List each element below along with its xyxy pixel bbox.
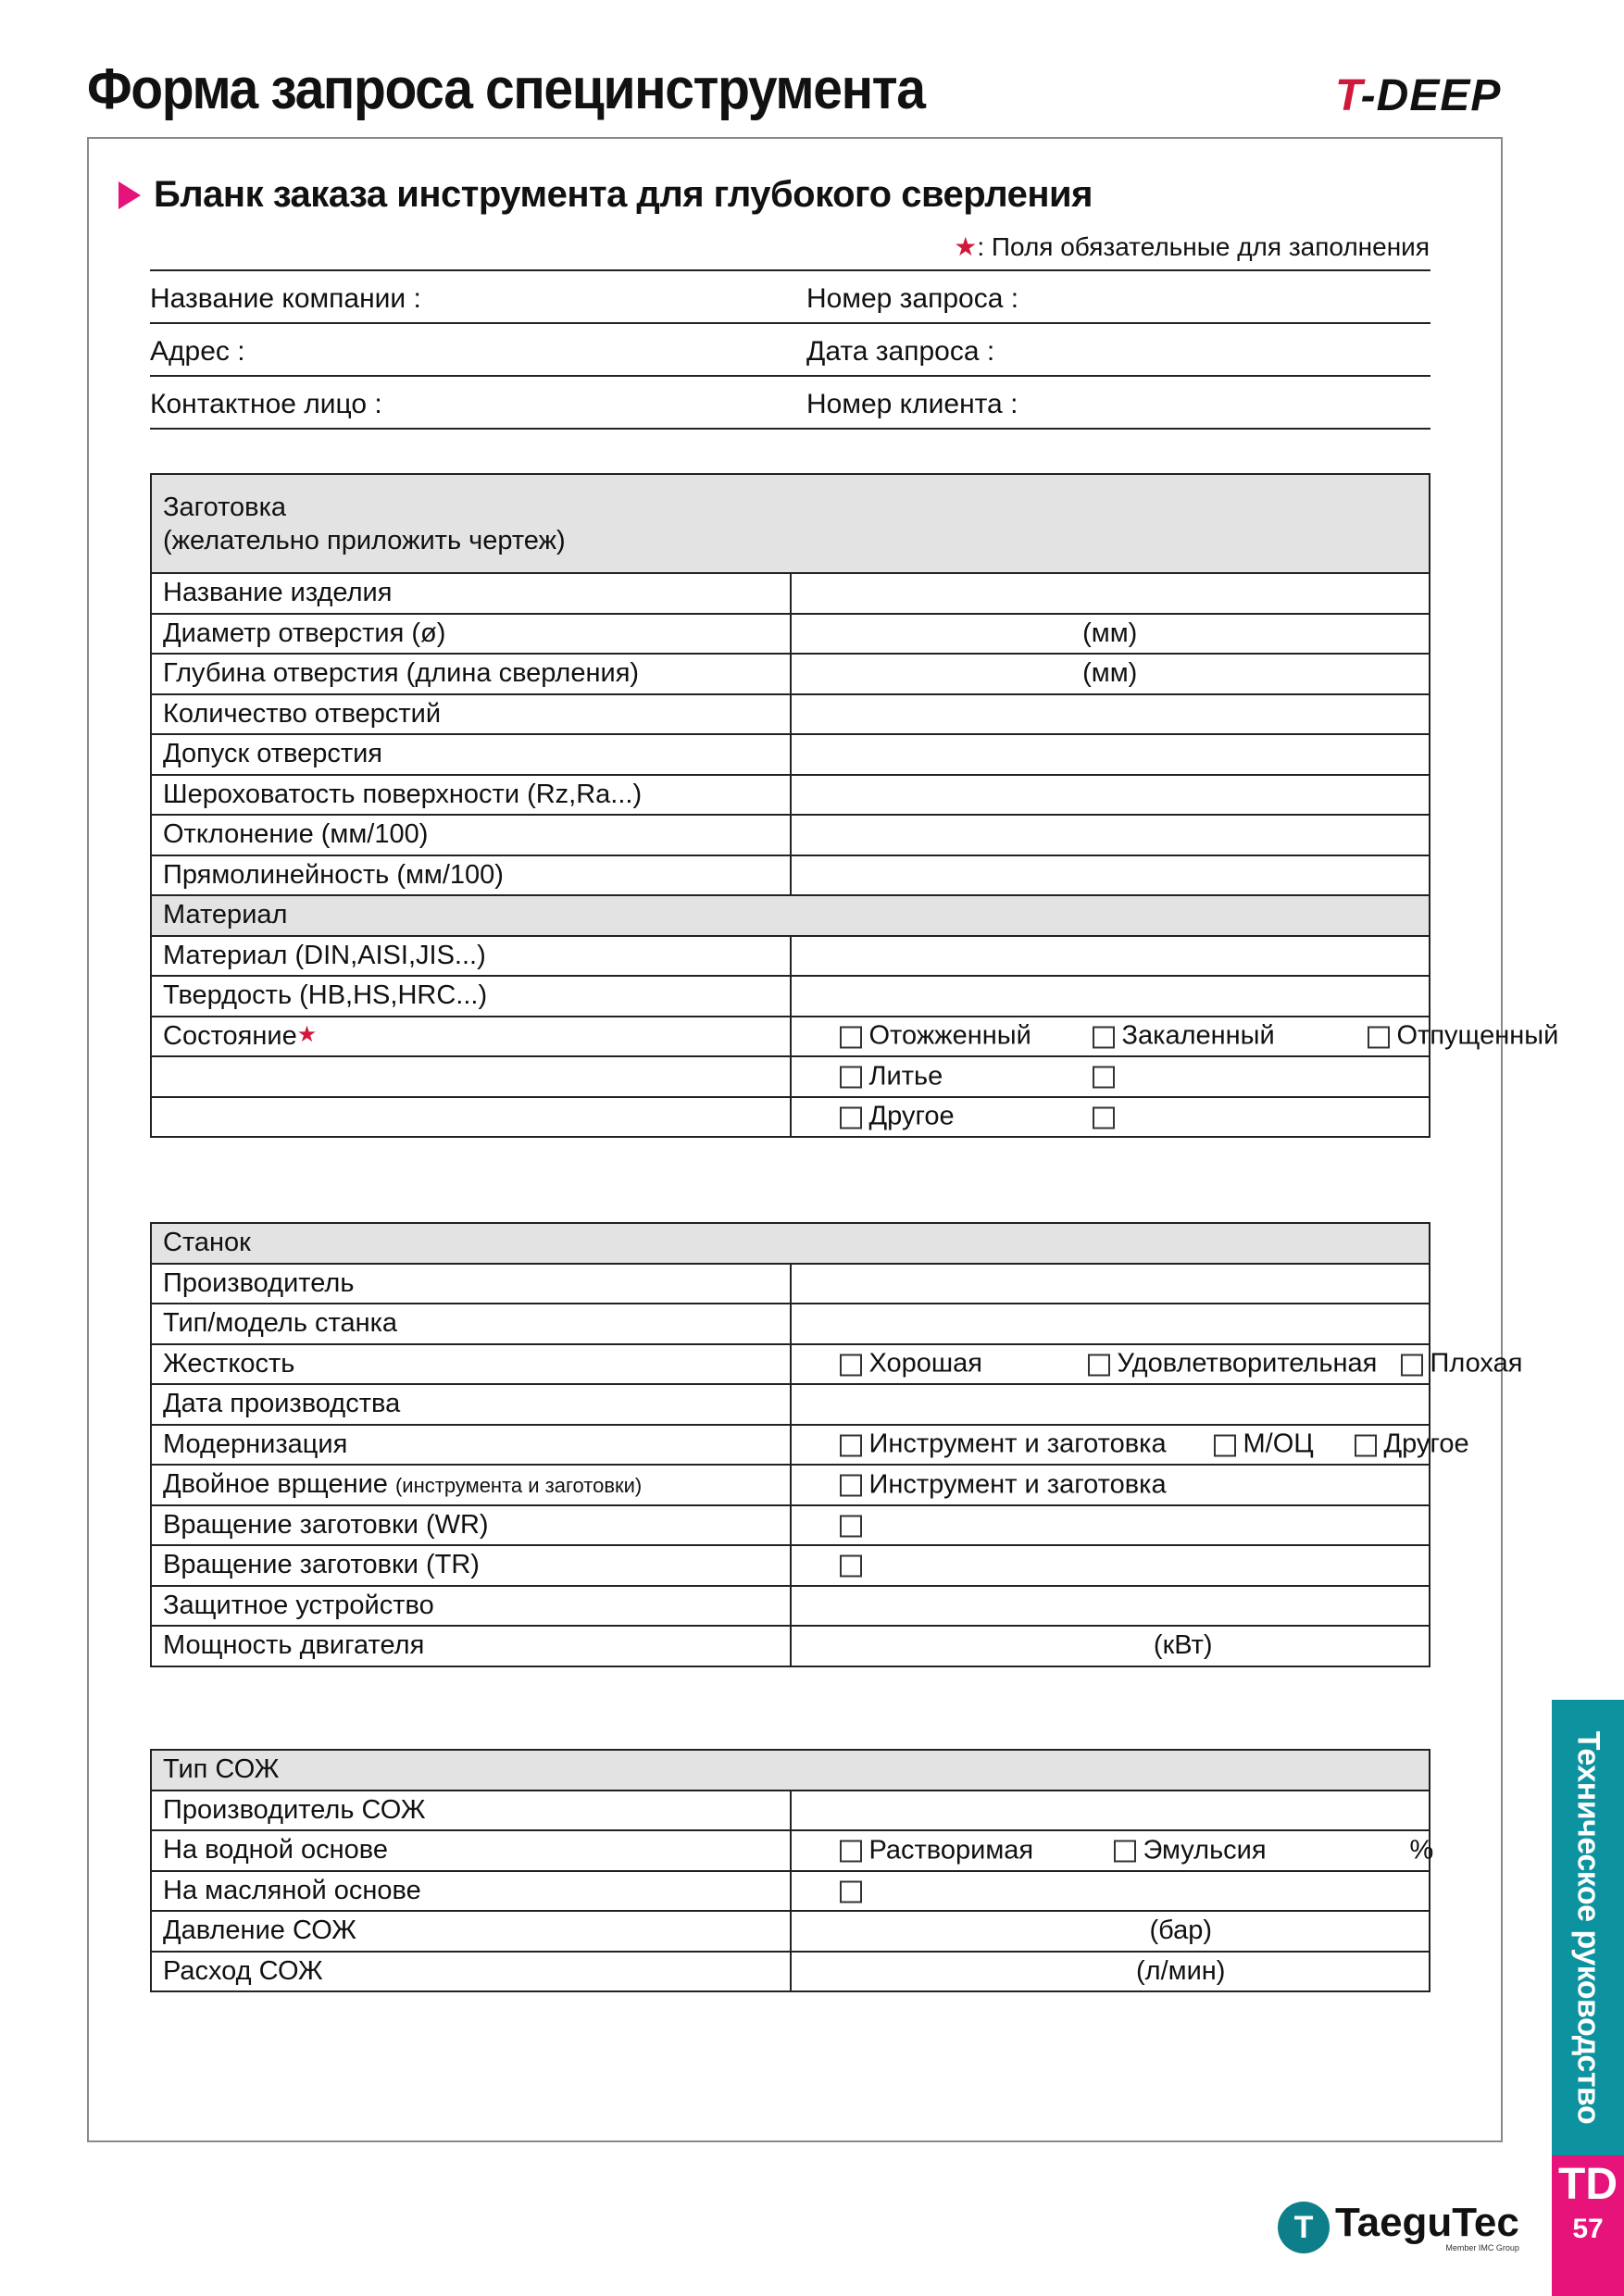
- production-date-label: Дата производства: [151, 1384, 791, 1425]
- table-row: [151, 734, 1430, 775]
- checkbox[interactable]: [840, 1555, 862, 1578]
- coolant-header: Тип СОЖ: [151, 1750, 1430, 1791]
- table-row: [151, 775, 1430, 816]
- flow-input[interactable]: (л/мин): [791, 1952, 1430, 1992]
- side-tab-label: Техническое руководство: [1570, 1730, 1606, 2125]
- rigidity-good-option[interactable]: Хорошая: [840, 1349, 983, 1379]
- page-title: Форма запроса специнструмента: [87, 57, 925, 121]
- company-field[interactable]: Название компании :: [150, 283, 421, 314]
- coolant-manufacturer-label: Производитель СОЖ: [151, 1791, 791, 1831]
- hole-count-label: Количество отверстий: [151, 694, 791, 735]
- checkbox[interactable]: [1093, 1067, 1115, 1089]
- customer-info: [150, 269, 1430, 430]
- section-code: TD: [1558, 2160, 1618, 2209]
- table-row: [151, 1952, 1430, 1992]
- hardness-label: Твердость (HB,HS,HRC...): [151, 976, 791, 1017]
- emulsion-option[interactable]: Эмульсия: [1114, 1835, 1267, 1866]
- oil-based-options: [791, 1871, 1430, 1912]
- table-row: [151, 1304, 1430, 1344]
- form-heading-text: Бланк заказа инструмента для глубокого сверления: [154, 174, 1093, 215]
- condition-options-3: [791, 1097, 1430, 1138]
- cast-option[interactable]: Литье: [840, 1061, 943, 1092]
- rigidity-satisfactory-option[interactable]: Удовлетворительная: [1088, 1349, 1378, 1379]
- table-row: [151, 1344, 1430, 1385]
- wr-options: [791, 1505, 1430, 1546]
- hole-diameter-label: Диаметр отверстия (ø): [151, 614, 791, 655]
- machine-manufacturer-input[interactable]: [791, 1264, 1430, 1304]
- workpiece-header: Заготовка (желательно приложить чертеж): [151, 474, 1430, 573]
- checkbox[interactable]: [840, 1026, 862, 1048]
- machine-header: Станок: [151, 1223, 1430, 1264]
- oil-based-checkbox[interactable]: [840, 1876, 869, 1906]
- flow-label: Расход СОЖ: [151, 1952, 791, 1992]
- checkbox[interactable]: [840, 1475, 862, 1497]
- table-row: [151, 1017, 1430, 1057]
- coolant-table: [150, 1749, 1434, 1992]
- hole-tolerance-label: Допуск отверстия: [151, 734, 791, 775]
- checkbox[interactable]: [1093, 1026, 1115, 1048]
- info-row: [150, 269, 1430, 322]
- tempered-option[interactable]: Отпущенный: [1368, 1021, 1559, 1052]
- table-row: [151, 1830, 1430, 1871]
- hole-tolerance-input[interactable]: [791, 734, 1430, 775]
- taegutec-emblem-icon: T: [1278, 2202, 1330, 2253]
- info-row: [150, 322, 1430, 375]
- rigidity-poor-option[interactable]: Плохая: [1401, 1349, 1523, 1379]
- page-number: 57: [1572, 2214, 1604, 2244]
- product-name-input[interactable]: [791, 573, 1430, 614]
- roughness-label: Шероховатость поверхности (Rz,Ra...): [151, 775, 791, 816]
- hole-diameter-input[interactable]: (мм): [791, 614, 1430, 655]
- tr-options: [791, 1545, 1430, 1586]
- deviation-label: Отклонение (мм/100): [151, 815, 791, 855]
- request-number-field[interactable]: Номер запроса :: [806, 283, 1019, 314]
- straightness-input[interactable]: [791, 855, 1430, 896]
- checkbox[interactable]: [840, 1067, 862, 1089]
- guard-label: Защитное устройство: [151, 1586, 791, 1627]
- table-row: [151, 1791, 1430, 1831]
- wr-label: Вращение заготовки (WR): [151, 1505, 791, 1546]
- table-row: [151, 855, 1430, 896]
- checkbox[interactable]: [840, 1106, 862, 1129]
- play-triangle-icon: [119, 181, 141, 209]
- workpiece-header-row: [151, 474, 1430, 573]
- blank-option[interactable]: [1093, 1102, 1122, 1132]
- table-row: [151, 654, 1430, 694]
- water-based-options: [791, 1830, 1434, 1871]
- checkbox[interactable]: [840, 1354, 862, 1376]
- condition-options: [791, 1017, 1559, 1057]
- condition-label: Состояние★: [151, 1017, 791, 1057]
- table-row: [151, 1425, 1430, 1466]
- deviation-input[interactable]: [791, 815, 1430, 855]
- required-note: ★: Поля обязательные для заполнения: [954, 232, 1430, 261]
- guard-input[interactable]: [791, 1586, 1430, 1627]
- checkbox[interactable]: [1401, 1354, 1423, 1376]
- condition-options-2: [791, 1056, 1430, 1097]
- checkbox[interactable]: [840, 1434, 862, 1456]
- table-row: [151, 694, 1430, 735]
- tr-checkbox[interactable]: [840, 1550, 869, 1580]
- material-grade-label: Материал (DIN,AISI,JIS...): [151, 936, 791, 977]
- hole-count-input[interactable]: [791, 694, 1430, 735]
- checkbox[interactable]: [1368, 1026, 1390, 1048]
- water-based-label: На водной основе: [151, 1830, 791, 1871]
- soluble-option[interactable]: Растворимая: [840, 1835, 1034, 1866]
- material-grade-input[interactable]: [791, 936, 1430, 977]
- other-option[interactable]: Другое: [840, 1102, 955, 1132]
- material-header: Материал: [151, 895, 1430, 936]
- contact-field[interactable]: Контактное лицо :: [150, 389, 382, 419]
- table-row: [151, 1586, 1430, 1627]
- page-number-box: [1552, 2155, 1624, 2296]
- product-name-label: Название изделия: [151, 573, 791, 614]
- machine-model-label: Тип/модель станка: [151, 1304, 791, 1344]
- percent-label: %: [1409, 1835, 1434, 1866]
- checkbox[interactable]: [1093, 1106, 1115, 1129]
- oil-based-label: На масляной основе: [151, 1871, 791, 1912]
- blank-option[interactable]: [1093, 1061, 1122, 1092]
- checkbox[interactable]: [840, 1841, 862, 1863]
- request-date-field[interactable]: Дата запроса :: [806, 336, 995, 367]
- address-field[interactable]: Адрес :: [150, 336, 245, 367]
- dual-rotation-option[interactable]: Инструмент и заготовка: [840, 1469, 1167, 1500]
- annealed-option[interactable]: Отожженный: [840, 1021, 1031, 1052]
- table-row: [151, 573, 1430, 614]
- motor-power-label: Мощность двигателя: [151, 1626, 791, 1666]
- table-row: [151, 1626, 1430, 1666]
- t-deep-logo: T-DEEP: [1335, 71, 1502, 120]
- motor-power-input[interactable]: (кВт): [791, 1626, 1430, 1666]
- table-row: [151, 1545, 1430, 1586]
- side-tab: [1552, 1700, 1624, 2155]
- dual-rotation-label: Двойное врщение (инструмента и заготовки): [151, 1465, 791, 1505]
- table-row: [151, 1056, 1430, 1097]
- form-heading: [119, 174, 1093, 216]
- rigidity-label: Жесткость: [151, 1344, 791, 1385]
- table-row: [151, 1097, 1430, 1138]
- info-row: [150, 375, 1430, 430]
- table-row: [151, 1505, 1430, 1546]
- mod-tool-workpiece-option[interactable]: Инструмент и заготовка: [840, 1429, 1167, 1460]
- machine-manufacturer-label: Производитель: [151, 1264, 791, 1304]
- material-header-row: [151, 895, 1430, 936]
- checkbox[interactable]: [1088, 1354, 1110, 1376]
- mod-other-option[interactable]: Другое: [1355, 1429, 1469, 1460]
- client-number-field[interactable]: Номер клиента :: [806, 389, 1018, 419]
- table-row: [151, 1911, 1430, 1952]
- table-row: [151, 614, 1430, 655]
- hole-depth-label: Глубина отверстия (длина сверления): [151, 654, 791, 694]
- modernization-options: [791, 1425, 1469, 1466]
- checkbox[interactable]: [1114, 1841, 1136, 1863]
- hardened-option[interactable]: Закаленный: [1093, 1021, 1275, 1052]
- production-date-input[interactable]: [791, 1384, 1430, 1425]
- taegutec-logo: T TaeguTec Member IMC Group: [1278, 2202, 1519, 2253]
- hardness-input[interactable]: [791, 976, 1430, 1017]
- required-star-icon: ★: [954, 232, 978, 261]
- required-star-icon: ★: [296, 1021, 318, 1047]
- dual-rotation-options: [791, 1465, 1430, 1505]
- coolant-header-row: [151, 1750, 1430, 1791]
- rigidity-options: [791, 1344, 1523, 1385]
- wr-checkbox[interactable]: [840, 1510, 869, 1541]
- pressure-label: Давление СОЖ: [151, 1911, 791, 1952]
- table-row: [151, 1384, 1430, 1425]
- table-row: [151, 936, 1430, 977]
- hole-depth-input[interactable]: (мм): [791, 654, 1430, 694]
- table-row: [151, 1871, 1430, 1912]
- table-row: [151, 1264, 1430, 1304]
- tr-label: Вращение заготовки (TR): [151, 1545, 791, 1586]
- roughness-input[interactable]: [791, 775, 1430, 816]
- pressure-input[interactable]: (бар): [791, 1911, 1430, 1952]
- modernization-label: Модернизация: [151, 1425, 791, 1466]
- machine-model-input[interactable]: [791, 1304, 1430, 1344]
- machine-table: [150, 1222, 1523, 1667]
- checkbox[interactable]: [840, 1515, 862, 1537]
- table-row: [151, 976, 1430, 1017]
- coolant-manufacturer-input[interactable]: [791, 1791, 1430, 1831]
- table-row: [151, 1465, 1430, 1505]
- machine-header-row: [151, 1223, 1430, 1264]
- table-row: [151, 815, 1430, 855]
- checkbox[interactable]: [840, 1880, 862, 1903]
- checkbox[interactable]: [1214, 1434, 1236, 1456]
- straightness-label: Прямолинейность (мм/100): [151, 855, 791, 896]
- mod-mc-option[interactable]: М/ОЦ: [1214, 1429, 1314, 1460]
- checkbox[interactable]: [1355, 1434, 1377, 1456]
- workpiece-material-table: [150, 473, 1559, 1138]
